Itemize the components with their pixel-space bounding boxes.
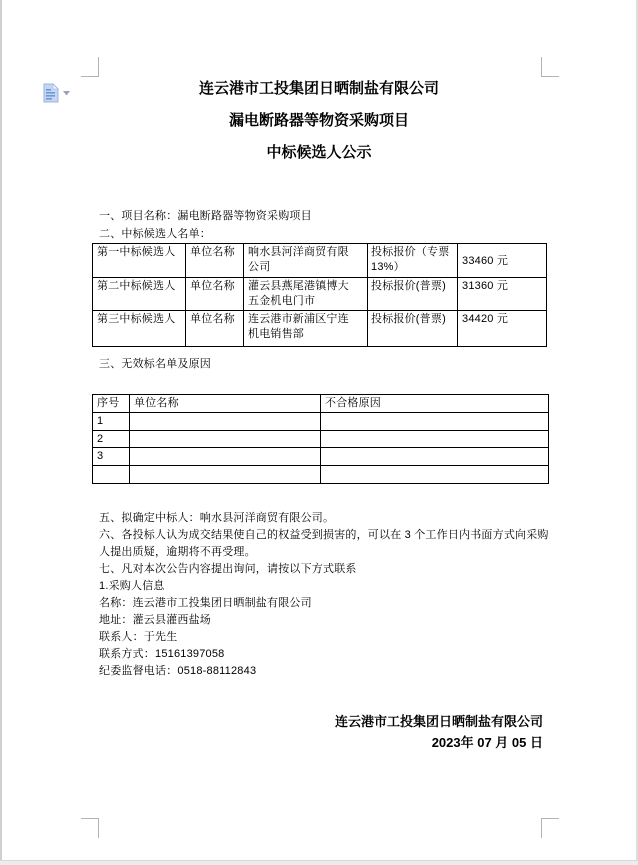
price-label: 投标报价(普票): [368, 278, 458, 311]
body-line-5: 五、拟确定中标人：响水县河洋商贸有限公司。: [99, 512, 335, 524]
body-line-6a: 六、各投标人认为成交结果使自己的权益受到损害的，可以在 3 个工作日内书面方式向采购: [99, 529, 549, 541]
candidate-company: 连云港市新浦区宁连机电销售部: [244, 311, 368, 347]
seq-cell: [93, 466, 130, 484]
signature-date: 2023年 07 月 05 日: [431, 735, 543, 750]
seq-cell: 1: [93, 413, 130, 431]
supervision-phone: 纪委监督电话：0518-88112843: [99, 665, 257, 677]
reason-cell: [321, 448, 549, 466]
unit-label: 单位名称: [186, 311, 244, 347]
col-header-seq: 序号: [93, 395, 130, 413]
doc-title-announcement: 中标候选人公示: [266, 144, 372, 161]
purchaser-info-heading: 1.采购人信息: [99, 580, 165, 592]
unit-cell: [130, 448, 321, 466]
price-value: 34420 元: [458, 311, 547, 347]
price-value: 33460 元: [458, 244, 547, 278]
signature-company: 连云港市工投集团日晒制盐有限公司: [334, 714, 543, 729]
section-3-invalid-bids: 三、无效标名单及原因: [99, 358, 211, 370]
table-row: [93, 431, 549, 448]
margin-mark-bottom-left: [81, 818, 99, 838]
purchaser-name: 名称：连云港市工投集团日晒制盐有限公司: [99, 597, 312, 609]
section-1-project-name: 一、项目名称：漏电断路器等物资采购项目: [99, 210, 312, 222]
col-header-reason: 不合格原因: [321, 395, 549, 413]
candidate-rank: 第一中标候选人: [93, 244, 186, 278]
purchaser-address: 地址：灌云县灌西盐场: [99, 614, 211, 626]
price-label: 投标报价（专票13%）: [368, 244, 458, 278]
table-row: [93, 448, 549, 466]
body-line-7: 七、凡对本次公告内容提出询问，请按以下方式联系: [99, 563, 357, 575]
reason-cell: [321, 466, 549, 484]
table-row: [93, 311, 547, 347]
price-label: 投标报价(普票): [368, 311, 458, 347]
page-bottom-edge: [0, 860, 638, 865]
seq-cell: 2: [93, 431, 130, 448]
candidate-rank: 第三中标候选人: [93, 311, 186, 347]
col-header-unit: 单位名称: [130, 395, 321, 413]
signature-block: [335, 711, 543, 753]
table-row: [93, 413, 549, 431]
reason-cell: [321, 431, 549, 448]
body-line-6b: 人提出质疑，逾期将不再受理。: [99, 546, 256, 558]
margin-mark-top-left: [81, 57, 99, 77]
table-row: [93, 244, 547, 278]
unit-cell: [130, 466, 321, 484]
reason-cell: [321, 413, 549, 431]
doc-title-company: 连云港市工投集团日晒制盐有限公司: [198, 80, 439, 97]
body-paragraphs: [99, 510, 549, 680]
table-header-row: [93, 395, 549, 413]
unit-label: 单位名称: [186, 278, 244, 311]
table-row: [93, 278, 547, 311]
unit-cell: [130, 413, 321, 431]
section-2-candidate-list: 二、中标候选人名单：: [99, 228, 211, 240]
contact-person: 联系人：于先生: [99, 631, 178, 643]
invalid-bids-table: [92, 394, 549, 484]
price-value: 31360 元: [458, 278, 547, 311]
doc-title-project: 漏电断路器等物资采购项目: [228, 112, 409, 129]
page-left-edge: [0, 0, 2, 860]
candidate-company: 灌云县燕尾港镇博大五金机电门市: [244, 278, 368, 311]
candidate-company: 响水县河洋商贸有限公司: [244, 244, 368, 278]
table-row: [93, 466, 549, 484]
candidates-table: [92, 243, 547, 347]
unit-label: 单位名称: [186, 244, 244, 278]
seq-cell: 3: [93, 448, 130, 466]
candidate-rank: 第二中标候选人: [93, 278, 186, 311]
margin-mark-top-right: [541, 57, 559, 77]
margin-mark-bottom-right: [541, 818, 559, 838]
unit-cell: [130, 431, 321, 448]
contact-phone: 联系方式：15161397058: [99, 648, 225, 660]
